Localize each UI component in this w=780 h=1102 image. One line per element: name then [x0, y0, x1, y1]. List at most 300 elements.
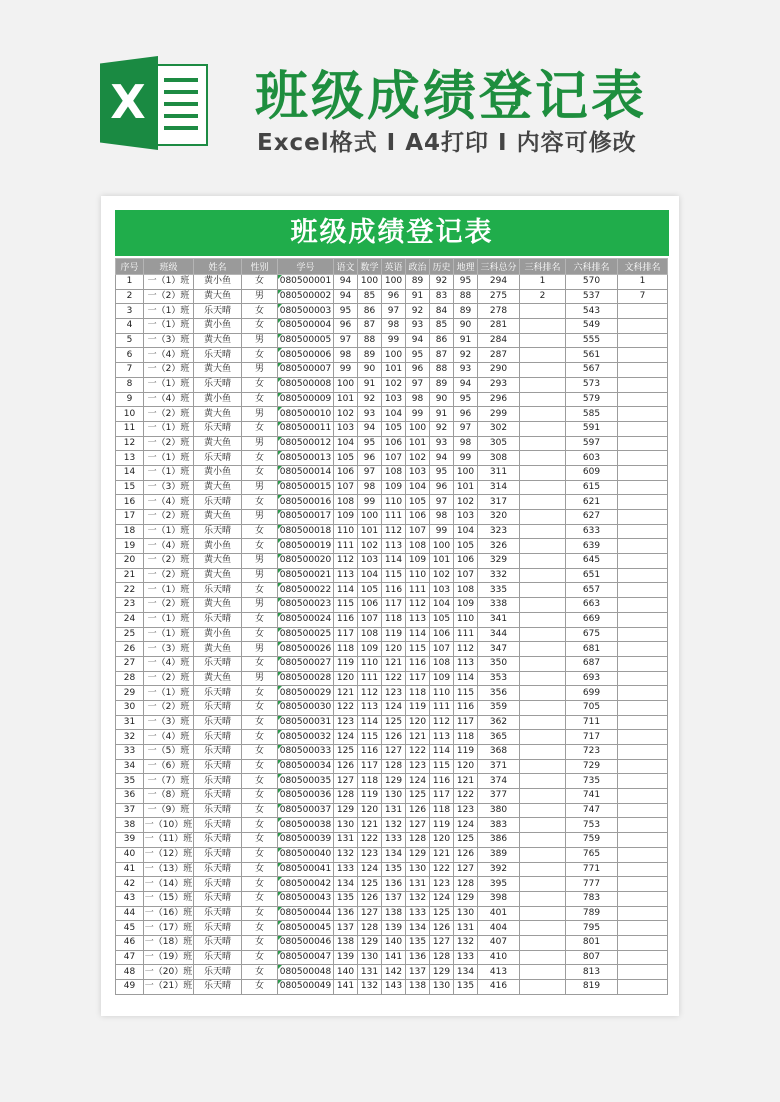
table-cell[interactable]: 女 [242, 319, 278, 334]
table-cell[interactable]: 乐天晴 [194, 950, 242, 965]
table-cell[interactable]: 080500011 [278, 421, 334, 436]
table-cell[interactable]: 乐天晴 [194, 421, 242, 436]
table-cell[interactable]: 92 [454, 348, 478, 363]
table-cell[interactable]: 118 [406, 686, 430, 701]
table-cell[interactable]: 134 [454, 965, 478, 980]
table-cell[interactable]: 43 [116, 891, 144, 906]
table-cell[interactable]: 123 [430, 877, 454, 892]
table-cell[interactable]: 92 [406, 304, 430, 319]
table-cell[interactable]: 080500033 [278, 745, 334, 760]
table-cell[interactable]: 女 [242, 612, 278, 627]
table-cell[interactable]: 104 [454, 524, 478, 539]
table-cell[interactable]: 女 [242, 275, 278, 290]
table-cell[interactable]: 335 [478, 583, 520, 598]
table-cell[interactable]: 一（4）班 [144, 392, 194, 407]
table-cell[interactable]: 128 [406, 833, 430, 848]
table-cell[interactable]: 乐天晴 [194, 789, 242, 804]
table-cell[interactable]: 120 [454, 759, 478, 774]
table-cell[interactable]: 乐天晴 [194, 833, 242, 848]
table-cell[interactable]: 121 [406, 730, 430, 745]
table-cell[interactable]: 女 [242, 348, 278, 363]
table-cell[interactable]: 46 [116, 935, 144, 950]
table-cell[interactable]: 乐天晴 [194, 495, 242, 510]
table-cell[interactable]: 133 [406, 906, 430, 921]
table-cell[interactable]: 女 [242, 377, 278, 392]
table-cell[interactable]: 男 [242, 333, 278, 348]
table-cell[interactable]: 729 [566, 759, 618, 774]
table-cell[interactable]: 11 [116, 421, 144, 436]
table-cell[interactable]: 91 [430, 407, 454, 422]
table-cell[interactable]: 黄大鱼 [194, 598, 242, 613]
table-cell[interactable]: 124 [406, 774, 430, 789]
table-cell[interactable]: 女 [242, 833, 278, 848]
table-cell[interactable]: 294 [478, 275, 520, 290]
table-cell[interactable]: 93 [454, 363, 478, 378]
table-cell[interactable]: 105 [406, 495, 430, 510]
table-cell[interactable]: 一（3）班 [144, 642, 194, 657]
table-cell[interactable]: 128 [358, 921, 382, 936]
table-cell[interactable]: 女 [242, 524, 278, 539]
table-cell[interactable]: 女 [242, 392, 278, 407]
table-cell[interactable] [520, 348, 566, 363]
table-cell[interactable]: 乐天晴 [194, 348, 242, 363]
table-cell[interactable]: 90 [454, 319, 478, 334]
table-cell[interactable]: 105 [454, 539, 478, 554]
table-cell[interactable]: 111 [406, 583, 430, 598]
table-cell[interactable]: 759 [566, 833, 618, 848]
table-cell[interactable] [618, 803, 668, 818]
table-cell[interactable]: 91 [358, 377, 382, 392]
table-cell[interactable]: 110 [382, 495, 406, 510]
table-cell[interactable]: 080500042 [278, 877, 334, 892]
table-cell[interactable]: 119 [406, 700, 430, 715]
table-cell[interactable]: 122 [454, 789, 478, 804]
table-cell[interactable]: 女 [242, 745, 278, 760]
table-cell[interactable]: 109 [334, 510, 358, 525]
table-cell[interactable]: 114 [358, 715, 382, 730]
table-cell[interactable]: 115 [430, 759, 454, 774]
table-cell[interactable]: 124 [358, 862, 382, 877]
table-cell[interactable]: 138 [406, 980, 430, 995]
table-cell[interactable]: 669 [566, 612, 618, 627]
table-cell[interactable]: 100 [406, 421, 430, 436]
table-cell[interactable]: 一（2）班 [144, 436, 194, 451]
table-cell[interactable]: 92 [358, 392, 382, 407]
table-cell[interactable]: 389 [478, 847, 520, 862]
table-cell[interactable]: 133 [382, 833, 406, 848]
table-cell[interactable]: 130 [382, 789, 406, 804]
table-cell[interactable]: 4 [116, 319, 144, 334]
table-cell[interactable] [520, 421, 566, 436]
table-cell[interactable]: 黄大鱼 [194, 480, 242, 495]
table-cell[interactable]: 080500006 [278, 348, 334, 363]
table-cell[interactable] [618, 759, 668, 774]
table-cell[interactable]: 一（15）班 [144, 891, 194, 906]
table-cell[interactable]: 130 [454, 906, 478, 921]
table-cell[interactable]: 108 [430, 656, 454, 671]
table-cell[interactable]: 一（4）班 [144, 348, 194, 363]
table-cell[interactable]: 117 [382, 598, 406, 613]
table-cell[interactable]: 39 [116, 833, 144, 848]
table-cell[interactable]: 111 [334, 539, 358, 554]
table-cell[interactable]: 7 [618, 289, 668, 304]
table-cell[interactable]: 359 [478, 700, 520, 715]
table-cell[interactable]: 113 [406, 612, 430, 627]
table-cell[interactable]: 365 [478, 730, 520, 745]
table-cell[interactable]: 一（19）班 [144, 950, 194, 965]
table-cell[interactable] [520, 612, 566, 627]
table-cell[interactable]: 101 [454, 480, 478, 495]
table-cell[interactable]: 85 [430, 319, 454, 334]
table-cell[interactable]: 99 [334, 363, 358, 378]
table-cell[interactable]: 一（2）班 [144, 598, 194, 613]
table-cell[interactable]: 31 [116, 715, 144, 730]
table-cell[interactable]: 男 [242, 289, 278, 304]
table-cell[interactable]: 95 [454, 275, 478, 290]
table-cell[interactable]: 122 [382, 671, 406, 686]
table-cell[interactable]: 080500004 [278, 319, 334, 334]
table-cell[interactable]: 123 [334, 715, 358, 730]
table-cell[interactable]: 107 [406, 524, 430, 539]
table-cell[interactable]: 080500018 [278, 524, 334, 539]
table-cell[interactable]: 9 [116, 392, 144, 407]
table-cell[interactable]: 356 [478, 686, 520, 701]
table-cell[interactable] [618, 642, 668, 657]
table-cell[interactable]: 705 [566, 700, 618, 715]
table-cell[interactable] [618, 818, 668, 833]
table-cell[interactable]: 98 [334, 348, 358, 363]
table-cell[interactable]: 乐天晴 [194, 715, 242, 730]
table-cell[interactable]: 080500008 [278, 377, 334, 392]
table-cell[interactable]: 19 [116, 539, 144, 554]
table-cell[interactable]: 102 [406, 451, 430, 466]
table-cell[interactable] [618, 377, 668, 392]
table-cell[interactable] [520, 436, 566, 451]
table-cell[interactable]: 125 [430, 906, 454, 921]
table-cell[interactable] [520, 495, 566, 510]
table-cell[interactable]: 110 [430, 686, 454, 701]
table-cell[interactable]: 一（6）班 [144, 759, 194, 774]
table-cell[interactable]: 080500039 [278, 833, 334, 848]
table-cell[interactable]: 女 [242, 495, 278, 510]
table-cell[interactable]: 100 [358, 275, 382, 290]
table-cell[interactable]: 97 [358, 465, 382, 480]
table-cell[interactable]: 132 [454, 935, 478, 950]
table-cell[interactable] [520, 524, 566, 539]
table-cell[interactable] [520, 656, 566, 671]
table-cell[interactable] [618, 436, 668, 451]
table-cell[interactable]: 126 [430, 921, 454, 936]
table-cell[interactable]: 377 [478, 789, 520, 804]
table-cell[interactable]: 94 [406, 333, 430, 348]
table-cell[interactable]: 114 [454, 671, 478, 686]
table-cell[interactable]: 108 [406, 539, 430, 554]
table-cell[interactable] [618, 700, 668, 715]
table-cell[interactable]: 113 [382, 539, 406, 554]
table-cell[interactable]: 30 [116, 700, 144, 715]
table-cell[interactable]: 7 [116, 363, 144, 378]
table-cell[interactable]: 080500028 [278, 671, 334, 686]
table-cell[interactable]: 129 [430, 965, 454, 980]
table-cell[interactable]: 一（2）班 [144, 289, 194, 304]
table-cell[interactable]: 101 [358, 524, 382, 539]
table-cell[interactable]: 118 [358, 774, 382, 789]
table-cell[interactable]: 305 [478, 436, 520, 451]
table-cell[interactable]: 080500038 [278, 818, 334, 833]
table-cell[interactable]: 353 [478, 671, 520, 686]
table-cell[interactable]: 080500036 [278, 789, 334, 804]
table-cell[interactable]: 121 [382, 656, 406, 671]
table-cell[interactable]: 22 [116, 583, 144, 598]
table-cell[interactable]: 女 [242, 774, 278, 789]
table-cell[interactable]: 一（7）班 [144, 774, 194, 789]
table-cell[interactable] [520, 730, 566, 745]
table-cell[interactable]: 112 [334, 554, 358, 569]
table-cell[interactable]: 080500005 [278, 333, 334, 348]
table-cell[interactable]: 94 [454, 377, 478, 392]
table-cell[interactable]: 320 [478, 510, 520, 525]
table-cell[interactable]: 黄小鱼 [194, 392, 242, 407]
table-cell[interactable]: 乐天晴 [194, 730, 242, 745]
table-cell[interactable]: 344 [478, 627, 520, 642]
table-cell[interactable]: 84 [430, 304, 454, 319]
table-cell[interactable] [520, 847, 566, 862]
table-cell[interactable]: 080500027 [278, 656, 334, 671]
table-cell[interactable] [618, 480, 668, 495]
table-cell[interactable]: 8 [116, 377, 144, 392]
table-cell[interactable]: 819 [566, 980, 618, 995]
table-cell[interactable]: 080500022 [278, 583, 334, 598]
table-cell[interactable]: 139 [334, 950, 358, 965]
table-cell[interactable]: 89 [454, 304, 478, 319]
table-cell[interactable]: 555 [566, 333, 618, 348]
table-cell[interactable]: 125 [358, 877, 382, 892]
table-cell[interactable]: 20 [116, 554, 144, 569]
table-cell[interactable]: 275 [478, 289, 520, 304]
table-cell[interactable]: 黄小鱼 [194, 275, 242, 290]
table-cell[interactable] [618, 465, 668, 480]
table-cell[interactable]: 104 [382, 407, 406, 422]
table-cell[interactable]: 106 [334, 465, 358, 480]
table-cell[interactable]: 585 [566, 407, 618, 422]
table-cell[interactable] [618, 568, 668, 583]
table-cell[interactable]: 765 [566, 847, 618, 862]
table-cell[interactable]: 278 [478, 304, 520, 319]
table-cell[interactable]: 080500009 [278, 392, 334, 407]
table-cell[interactable]: 100 [430, 539, 454, 554]
table-cell[interactable]: 103 [334, 421, 358, 436]
table-cell[interactable]: 88 [358, 333, 382, 348]
table-cell[interactable]: 99 [358, 495, 382, 510]
table-cell[interactable] [520, 642, 566, 657]
table-cell[interactable]: 109 [454, 598, 478, 613]
table-cell[interactable]: 98 [454, 436, 478, 451]
table-cell[interactable]: 一（1）班 [144, 465, 194, 480]
table-cell[interactable]: 140 [334, 965, 358, 980]
table-cell[interactable] [618, 524, 668, 539]
table-cell[interactable]: 乐天晴 [194, 906, 242, 921]
table-cell[interactable]: 黄大鱼 [194, 671, 242, 686]
table-cell[interactable]: 116 [358, 745, 382, 760]
table-cell[interactable]: 93 [358, 407, 382, 422]
table-cell[interactable]: 120 [358, 803, 382, 818]
table-cell[interactable] [618, 906, 668, 921]
table-cell[interactable]: 122 [358, 833, 382, 848]
table-cell[interactable]: 95 [334, 304, 358, 319]
table-cell[interactable] [520, 950, 566, 965]
table-cell[interactable]: 乐天晴 [194, 686, 242, 701]
table-cell[interactable]: 97 [334, 333, 358, 348]
table-cell[interactable]: 129 [382, 774, 406, 789]
table-cell[interactable]: 3 [116, 304, 144, 319]
table-cell[interactable]: 132 [382, 818, 406, 833]
table-cell[interactable]: 080500024 [278, 612, 334, 627]
table-cell[interactable]: 383 [478, 818, 520, 833]
table-cell[interactable] [520, 407, 566, 422]
table-cell[interactable]: 687 [566, 656, 618, 671]
table-cell[interactable]: 24 [116, 612, 144, 627]
table-cell[interactable]: 127 [454, 862, 478, 877]
table-cell[interactable]: 88 [454, 289, 478, 304]
table-cell[interactable]: 137 [382, 891, 406, 906]
table-cell[interactable]: 633 [566, 524, 618, 539]
table-cell[interactable]: 287 [478, 348, 520, 363]
table-cell[interactable]: 134 [382, 847, 406, 862]
table-cell[interactable]: 115 [382, 568, 406, 583]
table-cell[interactable]: 106 [454, 554, 478, 569]
table-cell[interactable]: 93 [430, 436, 454, 451]
table-cell[interactable]: 374 [478, 774, 520, 789]
table-cell[interactable]: 117 [334, 627, 358, 642]
table-cell[interactable]: 284 [478, 333, 520, 348]
table-cell[interactable]: 129 [358, 935, 382, 950]
table-cell[interactable] [520, 774, 566, 789]
table-cell[interactable] [520, 803, 566, 818]
table-cell[interactable]: 543 [566, 304, 618, 319]
table-cell[interactable]: 118 [454, 730, 478, 745]
table-cell[interactable]: 乐天晴 [194, 965, 242, 980]
table-cell[interactable]: 100 [358, 510, 382, 525]
table-cell[interactable]: 黄大鱼 [194, 436, 242, 451]
table-cell[interactable]: 362 [478, 715, 520, 730]
table-cell[interactable] [618, 656, 668, 671]
table-cell[interactable]: 102 [382, 377, 406, 392]
table-cell[interactable]: 女 [242, 700, 278, 715]
table-cell[interactable]: 080500016 [278, 495, 334, 510]
table-cell[interactable]: 95 [430, 465, 454, 480]
table-cell[interactable]: 080500049 [278, 980, 334, 995]
table-cell[interactable]: 111 [454, 627, 478, 642]
table-cell[interactable]: 100 [382, 275, 406, 290]
table-cell[interactable] [618, 539, 668, 554]
table-cell[interactable]: 120 [334, 671, 358, 686]
table-cell[interactable]: 女 [242, 803, 278, 818]
table-cell[interactable]: 乐天晴 [194, 745, 242, 760]
table-cell[interactable]: 127 [382, 745, 406, 760]
table-cell[interactable]: 591 [566, 421, 618, 436]
table-cell[interactable]: 121 [334, 686, 358, 701]
table-cell[interactable]: 717 [566, 730, 618, 745]
table-cell[interactable]: 308 [478, 451, 520, 466]
table-cell[interactable]: 121 [358, 818, 382, 833]
table-cell[interactable]: 92 [430, 275, 454, 290]
table-cell[interactable]: 116 [382, 583, 406, 598]
table-cell[interactable]: 黄大鱼 [194, 554, 242, 569]
table-cell[interactable]: 102 [334, 407, 358, 422]
table-cell[interactable]: 一（2）班 [144, 363, 194, 378]
table-cell[interactable]: 314 [478, 480, 520, 495]
table-cell[interactable]: 99 [454, 451, 478, 466]
table-cell[interactable]: 103 [454, 510, 478, 525]
table-cell[interactable]: 一（1）班 [144, 627, 194, 642]
table-cell[interactable]: 男 [242, 671, 278, 686]
table-cell[interactable]: 131 [358, 965, 382, 980]
table-cell[interactable]: 49 [116, 980, 144, 995]
table-cell[interactable]: 104 [334, 436, 358, 451]
table-cell[interactable]: 113 [454, 656, 478, 671]
table-cell[interactable] [618, 774, 668, 789]
table-cell[interactable]: 黄小鱼 [194, 319, 242, 334]
table-cell[interactable]: 124 [334, 730, 358, 745]
table-cell[interactable]: 109 [430, 671, 454, 686]
table-cell[interactable]: 140 [382, 935, 406, 950]
table-cell[interactable]: 120 [430, 833, 454, 848]
table-cell[interactable]: 一（1）班 [144, 524, 194, 539]
table-cell[interactable]: 一（17）班 [144, 921, 194, 936]
table-cell[interactable]: 18 [116, 524, 144, 539]
table-cell[interactable]: 109 [382, 480, 406, 495]
table-cell[interactable]: 94 [358, 421, 382, 436]
table-cell[interactable]: 黄大鱼 [194, 642, 242, 657]
table-cell[interactable]: 609 [566, 465, 618, 480]
table-cell[interactable]: 一（12）班 [144, 847, 194, 862]
table-cell[interactable]: 080500048 [278, 965, 334, 980]
table-cell[interactable]: 一（2）班 [144, 700, 194, 715]
table-cell[interactable]: 96 [334, 319, 358, 334]
table-cell[interactable]: 48 [116, 965, 144, 980]
table-cell[interactable] [618, 583, 668, 598]
table-cell[interactable]: 371 [478, 759, 520, 774]
table-cell[interactable]: 32 [116, 730, 144, 745]
table-cell[interactable]: 108 [358, 627, 382, 642]
table-cell[interactable] [520, 789, 566, 804]
table-cell[interactable]: 110 [334, 524, 358, 539]
table-cell[interactable]: 124 [382, 700, 406, 715]
table-cell[interactable]: 142 [382, 965, 406, 980]
table-cell[interactable]: 女 [242, 906, 278, 921]
table-cell[interactable]: 一（1）班 [144, 451, 194, 466]
table-cell[interactable]: 96 [382, 289, 406, 304]
table-cell[interactable] [618, 612, 668, 627]
table-cell[interactable]: 080500037 [278, 803, 334, 818]
table-cell[interactable]: 080500015 [278, 480, 334, 495]
table-cell[interactable]: 675 [566, 627, 618, 642]
table-cell[interactable]: 125 [406, 789, 430, 804]
table-cell[interactable]: 一（3）班 [144, 715, 194, 730]
table-cell[interactable] [618, 319, 668, 334]
table-cell[interactable]: 116 [406, 656, 430, 671]
table-cell[interactable]: 99 [430, 524, 454, 539]
table-cell[interactable]: 99 [406, 407, 430, 422]
table-cell[interactable]: 21 [116, 568, 144, 583]
table-cell[interactable]: 乐天晴 [194, 935, 242, 950]
table-cell[interactable]: 621 [566, 495, 618, 510]
table-cell[interactable]: 103 [406, 465, 430, 480]
table-cell[interactable]: 125 [334, 745, 358, 760]
table-cell[interactable]: 一（2）班 [144, 671, 194, 686]
table-cell[interactable]: 080500019 [278, 539, 334, 554]
table-cell[interactable] [520, 510, 566, 525]
